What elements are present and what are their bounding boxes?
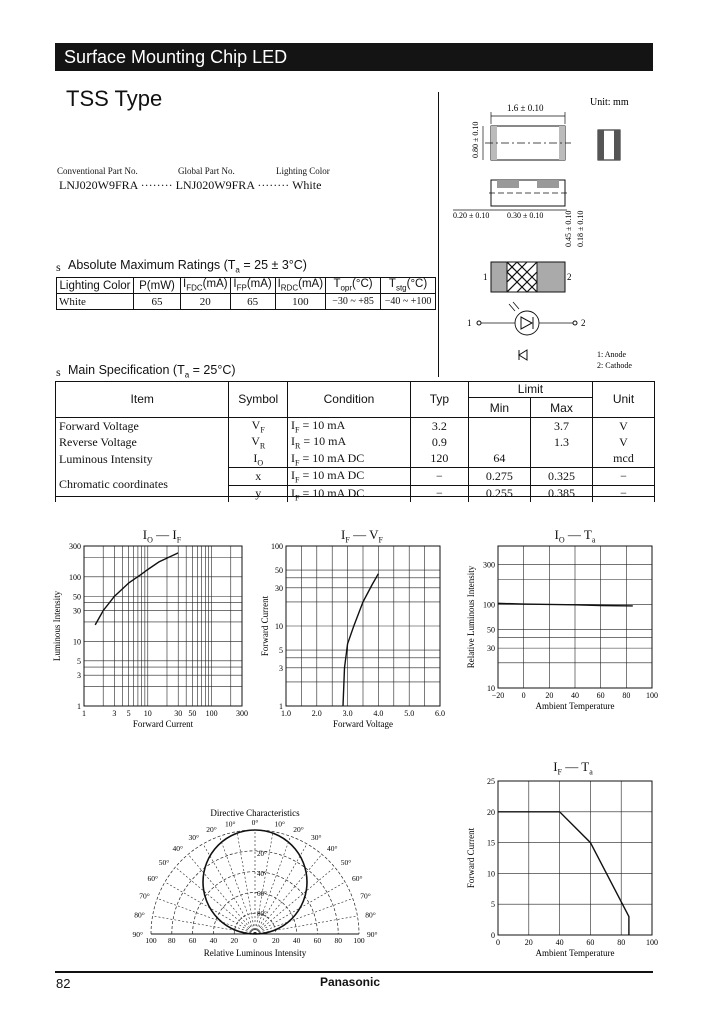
x-tick-label: 10: [143, 709, 152, 718]
angle-label: 30°: [188, 833, 199, 843]
polar-spoke: [175, 867, 255, 934]
angle-label: 40°: [172, 844, 184, 854]
angle-label: 40°: [326, 844, 338, 854]
spec-item: Luminous Intensity: [56, 451, 229, 468]
part-number-row: LNJ020W9FRA ········ LNJ020W9FRA ········ White: [59, 178, 322, 192]
angle-label: 80°: [134, 910, 145, 920]
spec-row: [56, 468, 655, 485]
radial-label: 40: [292, 936, 301, 945]
inner-label: 80°: [257, 910, 267, 918]
inner-label: 40°: [257, 870, 267, 878]
x-tick-label: 100: [646, 938, 658, 947]
circuit-pin2: 2: [581, 318, 586, 328]
dim-top: 1.6 ± 0.10: [507, 103, 544, 113]
spec-title: Main Specification $(T_a = 25^\circ C)$: [68, 363, 236, 380]
spec-min: [468, 434, 530, 450]
y-tick-label: 50: [73, 592, 81, 602]
y-tick-label: 5: [491, 900, 495, 910]
y-tick-label: 3: [77, 671, 81, 681]
y-tick-label: 30: [73, 606, 81, 616]
x-tick-label: 50: [188, 709, 197, 718]
y-tick-label: 50: [487, 625, 495, 635]
amr-h-ifdc: $I_{FDC}(mA)$: [181, 278, 231, 294]
amr-p: 65: [134, 294, 181, 310]
y-tick-label: 30: [275, 583, 283, 593]
chart2-title: $I_F$ — $V_F$: [341, 527, 383, 545]
angle-label: 30°: [311, 833, 322, 843]
unit-label: Unit: mm: [590, 97, 629, 108]
y-tick-label: 300: [483, 560, 495, 570]
y-tick-label: 0: [491, 931, 495, 940]
spec-max: [530, 451, 592, 468]
spec-row: [56, 418, 655, 435]
y-tick-label: 5: [279, 646, 283, 656]
dim-height-b: 0.18 ± 0.10: [576, 210, 585, 247]
y-tick-label: 10: [73, 637, 81, 647]
x-tick-label: 5: [126, 709, 131, 718]
y-tick-label: 1: [77, 702, 81, 711]
x-tick-label: −20: [491, 691, 505, 700]
y-tick-label: 10: [487, 684, 495, 693]
chart4-title: $I_F$ — $T_a$: [553, 759, 593, 777]
amr-h-p: P(mW): [134, 278, 181, 294]
circuit-pin1: 1: [467, 318, 472, 328]
x-axis-label: Forward Current: [132, 719, 194, 729]
data-series-line: [343, 574, 378, 706]
spec-unit: V: [593, 418, 655, 435]
radial-label: 0: [253, 936, 257, 945]
spec-condition: $I_F = 10$ mA DC: [288, 468, 411, 485]
dim-bottom-mid: 0.30 ± 0.10: [507, 211, 544, 220]
spec-min: 0.275: [468, 468, 530, 485]
amr-bullet: s: [56, 260, 61, 274]
angle-label: 80°: [365, 910, 376, 920]
y-tick-label: 300: [69, 542, 81, 551]
spec-h-unit: Unit: [593, 381, 655, 418]
spec-h-limit: Limit: [468, 381, 592, 398]
amr-tstg: −40 ~ +100: [381, 294, 436, 310]
y-axis-label: Forward Current: [260, 595, 270, 657]
spec-typ: 0.9: [410, 434, 468, 450]
angle-label: 60°: [351, 874, 363, 883]
x-tick-label: 60: [586, 938, 595, 947]
x-tick-label: 2.0: [311, 709, 322, 718]
legend-cathode: 2: Cathode: [597, 361, 632, 370]
spec-typ: −: [410, 485, 468, 502]
spec-h-symbol: Symbol: [229, 381, 288, 418]
x-tick-label: 40: [571, 691, 579, 700]
amr-h-irdc: $I_{RDC}(mA)$: [275, 278, 325, 294]
polarity-mark-icon: [519, 350, 527, 360]
spec-min: [468, 418, 530, 435]
x-axis-label: Ambient Temperature: [535, 948, 615, 958]
x-tick-label: 20: [524, 938, 533, 947]
x-axis-label: Forward Voltage: [333, 719, 393, 729]
page-number: 82: [56, 976, 71, 991]
chart-io-ta: [460, 540, 660, 735]
part-col-conventional: Conventional Part No.: [57, 166, 138, 176]
spec-unit: mcd: [593, 451, 655, 468]
amr-ifdc: 20: [181, 294, 231, 310]
plot-frame: [498, 781, 652, 935]
x-tick-label: 4.0: [373, 709, 384, 718]
y-axis-label: Forward Current: [466, 827, 476, 889]
y-tick-label: 20: [487, 807, 495, 817]
y-tick-label: 25: [487, 777, 495, 786]
amr-h-tstg: $T_{stg}(^\circ C)$: [381, 278, 436, 294]
spec-row: [56, 451, 655, 468]
spec-h-max: Max: [530, 398, 592, 418]
chart-io-if: [40, 540, 255, 735]
x-axis-label: Relative Luminous Intensity: [203, 948, 307, 958]
angle-label: 70°: [139, 891, 150, 901]
type-heading: TSS Type: [66, 86, 163, 111]
part-col-global: Global Part No.: [178, 166, 235, 176]
y-tick-label: 10: [275, 622, 283, 631]
amr-irdc: 100: [275, 294, 325, 310]
amr-color: White: [57, 294, 134, 310]
spec-h-typ: Typ: [410, 381, 468, 418]
angle-label: 90°: [367, 930, 378, 939]
radial-label: 20: [272, 936, 280, 945]
spec-unit: −: [593, 468, 655, 485]
y-tick-label: 15: [487, 838, 495, 848]
spec-min: 64: [468, 451, 530, 468]
radial-label: 80: [334, 936, 342, 945]
angle-label: 60°: [147, 874, 159, 883]
package-diagram: [445, 92, 655, 377]
chart3-title: $I_O$ — $T_a$: [554, 527, 596, 545]
amr-table: [56, 277, 436, 310]
angle-label: 70°: [360, 891, 371, 901]
spec-typ: 3.2: [410, 418, 468, 435]
amr-h-color: Lighting Color: [57, 278, 134, 294]
amr-topr: −30 ~ +85: [326, 294, 381, 310]
x-tick-label: 20: [545, 691, 554, 700]
y-tick-label: 5: [77, 656, 81, 666]
inner-label: 60°: [257, 890, 267, 898]
x-tick-label: 6.0: [435, 709, 445, 718]
polar-spoke: [255, 867, 335, 934]
y-axis-label: Luminous Intensity: [52, 590, 62, 662]
radial-label: 100: [353, 936, 365, 945]
spec-item: Reverse Voltage: [56, 434, 229, 450]
x-tick-label: 80: [622, 691, 631, 700]
spec-table: [55, 381, 655, 502]
footer-rule: [55, 971, 653, 973]
part-col-color: Lighting Color: [276, 166, 330, 176]
spec-symbol: $V_F$: [229, 418, 288, 435]
y-tick-label: 30: [487, 644, 495, 654]
angle-label: 50°: [340, 858, 352, 868]
spec-h-min: Min: [468, 398, 530, 418]
x-axis-label: Ambient Temperature: [535, 701, 615, 711]
spec-row: [56, 434, 655, 450]
x-tick-label: 1: [82, 709, 86, 718]
angle-label: 0°: [251, 818, 259, 827]
data-series-line: [95, 553, 178, 625]
column-divider: [438, 92, 439, 377]
x-tick-label: 3: [112, 709, 117, 718]
angle-label: 90°: [132, 930, 143, 939]
x-tick-label: 60: [596, 691, 605, 700]
spec-unit: V: [593, 434, 655, 450]
y-tick-label: 10: [487, 869, 495, 879]
amr-h-ifp: $I_{FP}(mA)$: [230, 278, 275, 294]
dim-side: 0.80 ± 0.10: [471, 121, 480, 158]
spec-bullet: s: [56, 365, 61, 379]
angle-label: 10°: [274, 819, 285, 829]
angle-label: 10°: [225, 819, 236, 829]
radial-label: 100: [145, 936, 157, 945]
angle-label: 20°: [206, 824, 217, 834]
x-tick-label: 100: [205, 709, 218, 718]
chart-directive: [130, 800, 380, 965]
inner-label: 20°: [257, 850, 267, 858]
spec-item: Forward Voltage: [56, 418, 229, 435]
spec-typ: 120: [410, 451, 468, 468]
amr-h-topr: $T_{opr}(^\circ C)$: [326, 278, 381, 294]
spec-h-item: Item: [56, 381, 229, 418]
spec-symbol: $V_R$: [229, 434, 288, 450]
plot-frame: [84, 546, 242, 706]
x-tick-label: 0: [521, 691, 526, 700]
radial-label: 40: [209, 936, 218, 945]
y-tick-label: 100: [69, 572, 81, 582]
y-axis-label: Relative Luminous Intensity: [466, 565, 476, 669]
spec-symbol: $I_O$: [229, 451, 288, 468]
spec-item: Chromatic coordinates: [56, 468, 229, 502]
dim-height-a: 0.45 ± 0.10: [564, 210, 573, 247]
x-tick-label: 100: [646, 691, 658, 700]
radial-label: 60: [313, 936, 322, 945]
spec-h-condition: Condition: [288, 381, 411, 418]
amr-title: Absolute Maximum Ratings $(T_a = 25 \pm 3^\circ C)$: [68, 258, 307, 275]
radial-label: 80: [168, 936, 176, 945]
pin1-label: 1: [483, 272, 488, 282]
spec-max: 0.385: [530, 485, 592, 502]
spec-condition: $I_F = 10$ mA: [288, 418, 411, 435]
spec-min: 0.255: [468, 485, 530, 502]
x-tick-label: 3.0: [342, 709, 353, 718]
x-tick-label: 40: [555, 938, 564, 947]
brand-logo: Panasonic: [320, 975, 381, 989]
spec-symbol: x: [229, 468, 288, 485]
angle-label: 20°: [293, 824, 304, 834]
y-tick-label: 100: [271, 542, 283, 551]
y-tick-label: 100: [483, 600, 495, 610]
x-tick-label: 1.0: [281, 709, 291, 718]
chart1-title: $I_O$ — $I_F$: [142, 527, 182, 545]
spec-max: 1.3: [530, 434, 592, 450]
y-tick-label: 3: [279, 663, 283, 673]
chart-if-ta: [460, 775, 660, 960]
y-tick-label: 1: [279, 702, 283, 711]
spec-max: 3.7: [530, 418, 592, 435]
legend-anode: 1: Anode: [597, 350, 627, 359]
y-tick-label: 50: [275, 566, 283, 576]
angle-label: 50°: [158, 858, 170, 868]
spec-symbol: y: [229, 485, 288, 502]
x-tick-label: 5.0: [404, 709, 415, 718]
spec-condition: $I_F = 10$ mA DC: [288, 485, 411, 502]
spec-unit: −: [593, 485, 655, 502]
chart-if-vf: [258, 540, 448, 735]
radial-label: 60: [188, 936, 197, 945]
dim-bottom-left: 0.20 ± 0.10: [453, 211, 490, 220]
x-tick-label: 30: [174, 709, 183, 718]
spec-typ: −: [410, 468, 468, 485]
pin2-label: 2: [567, 272, 572, 282]
spec-condition: $I_R = 10$ mA: [288, 434, 411, 450]
x-tick-label: 300: [236, 709, 248, 718]
chart-title: Directive Characteristics: [210, 808, 300, 818]
x-tick-label: 80: [617, 938, 626, 947]
page-title: Surface Mounting Chip LED: [55, 43, 653, 71]
radial-label: 20: [230, 936, 238, 945]
spec-max: 0.325: [530, 468, 592, 485]
x-tick-label: 0: [496, 938, 500, 947]
amr-ifp: 65: [230, 294, 275, 310]
spec-condition: $I_F = 10$ mA DC: [288, 451, 411, 468]
